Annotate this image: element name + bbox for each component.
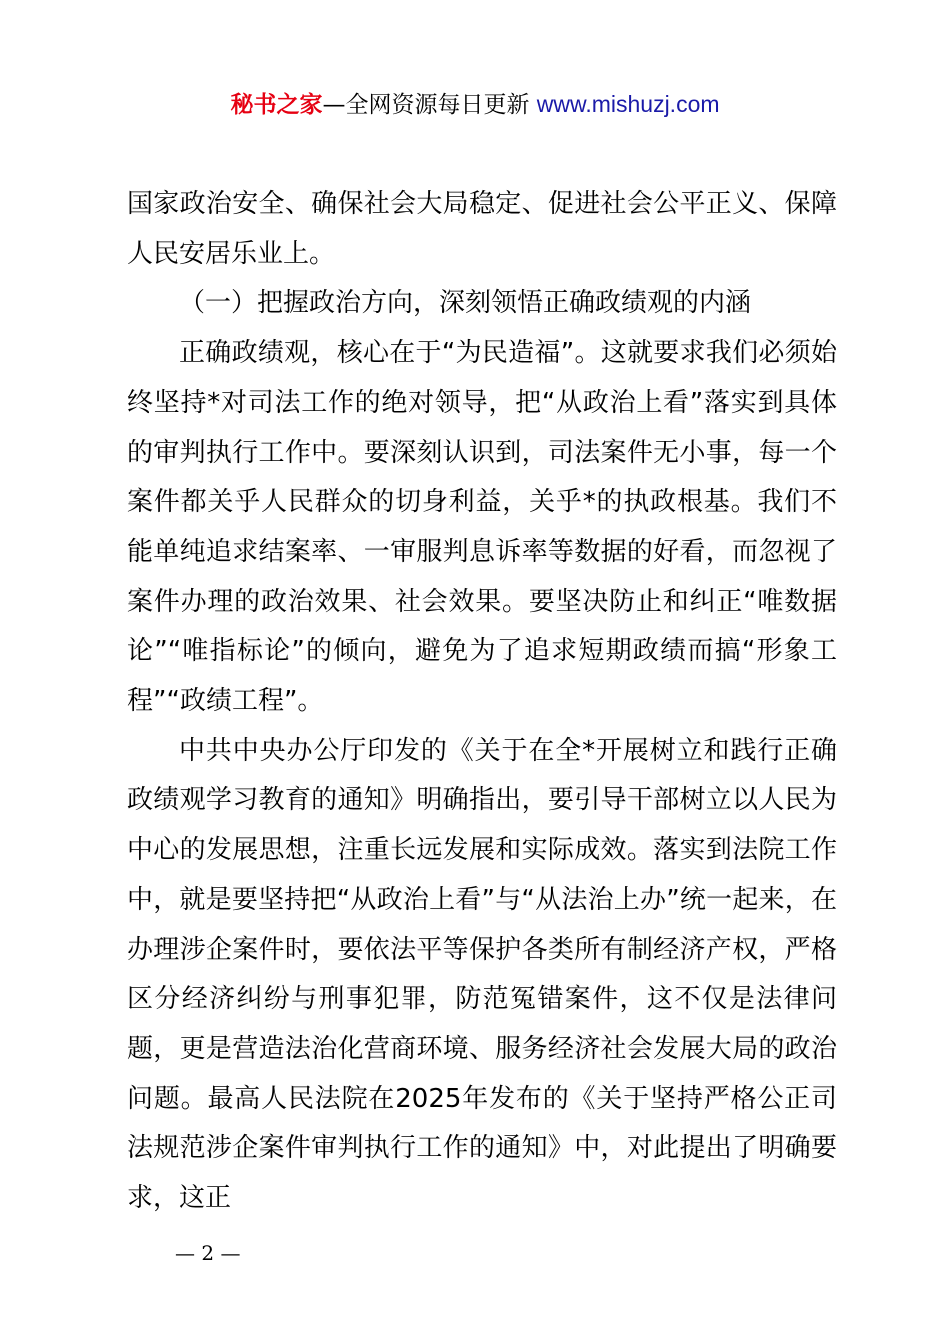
site-brand: 秘书之家 [230,92,323,118]
site-header [0,88,950,121]
paragraph: 正确政绩观，核心在于“为民造福”。这就要求我们必须始终坚持*对司法工作的绝对领导，把“从政治上看”落实到具体的审判执行工作中。要深刻认识到，司法案件无小事，每一个案件都关乎人民群众的切身利益，关乎*的执政根基。我们不能单纯追求结案率、一审服判息诉率等数据的好看，而忽视了案件办理的政治效果、社会效果。要坚决防止和纠正“唯数据论”“唯指标论”的倾向，避免为了追求短期政绩而搞“形象工程”“政绩工程”。 [127,338,837,717]
paragraph: 中共中央办公厅印发的《关于在全*开展树立和践行正确政绩观学习教育的通知》明确指出，要引导干部树立以人民为中心的发展思想，注重长远发展和实际成效。落实到法院工作中，就是要坚持把“从政治上看”与“从法治上办”统一起来，在办理涉企案件时，要依法平等保护各类所有制经济产权，严格区分经济纠纷与刑事犯罪，防范冤错案件，这不仅是法律问题，更是营造法治化营商环境、服务经济社会发展大局的政治问题。最高人民法院在2025年发布的《关于坚持严格公正司法规范涉企案件审判执行工作的通知》中，对此提出了明确要求，这正 [127,735,837,1214]
site-tagline: —全网资源每日更新 [322,92,530,118]
paragraph-continuation: 国家政治安全、确保社会大局稳定、促进社会公平正义、保障人民安居乐业上。 [127,189,837,269]
document-body [127,180,837,1224]
page-number: — 2 — [175,1241,241,1265]
section-heading: （一）把握政治方向，深刻领悟正确政绩观的内涵 [179,288,752,319]
site-url-link[interactable]: www.mishuzj.com [536,91,720,117]
